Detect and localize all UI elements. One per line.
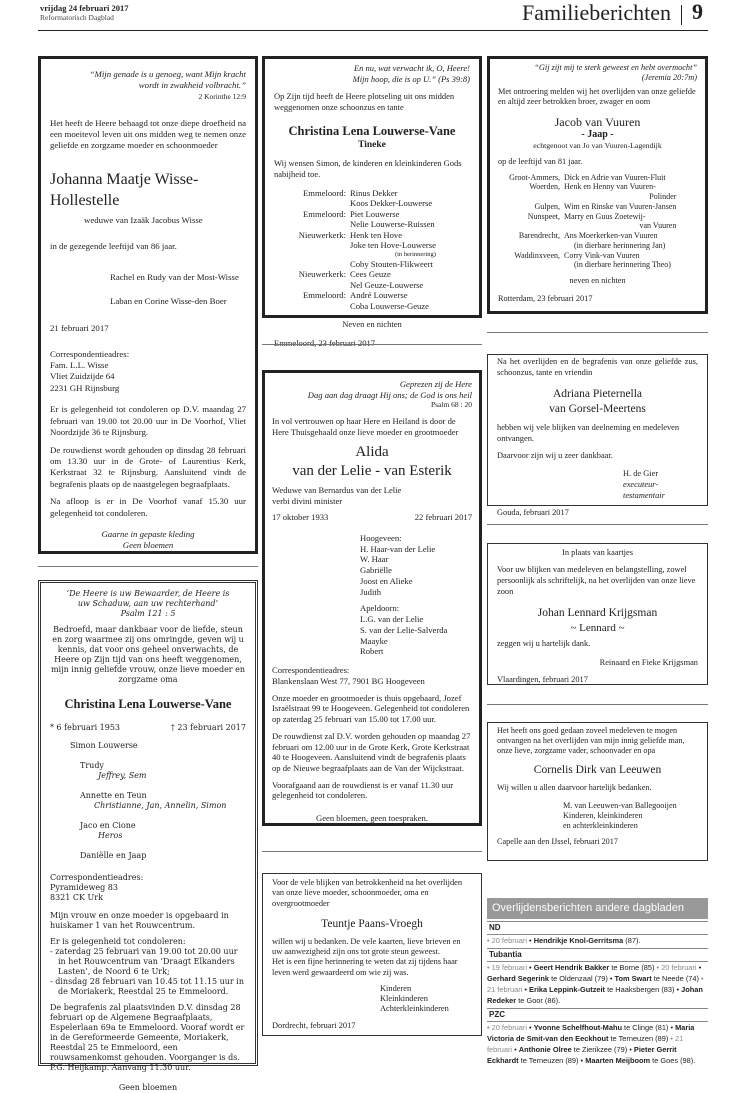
date-line: Dordrecht, februari 2017 xyxy=(272,1020,356,1030)
grandchildren: Jeffrey, Sem xyxy=(98,770,147,780)
deceased-name: Christina Lena Louwerse-Vane xyxy=(288,124,456,139)
spouse-line: echtgenoot van Jo van Vuuren-Lagendijk xyxy=(533,141,662,151)
newspaper-name: Reformatorisch Dagblad xyxy=(40,13,114,22)
obituary-van-der-lelie xyxy=(262,370,482,826)
thanks-text: Daarvoor zijn wij u zeer dankbaar. xyxy=(497,450,613,460)
wish-text: Wij wensen Simon, de kinderen en kleinkinderen Gods nabijheid toe. xyxy=(274,157,462,179)
date-line: Vlaardingen, februari 2017 xyxy=(497,674,588,684)
signature-line: M. van Leeuwen-van Ballegooijen xyxy=(563,801,677,811)
column-separator xyxy=(38,566,258,567)
condolence-item: - dinsdag 28 februari van 10.45 tot 11.15 uur in de Moriakerk, Reestdal 25 te Emmeloord. xyxy=(50,976,244,996)
family-member: Robert xyxy=(360,646,384,657)
child-name: Jaco en Cione xyxy=(80,820,136,830)
address-line: 8321 CK Urk xyxy=(50,892,103,902)
bible-quote-line1: En nu, wat verwacht ik, O, Heere! xyxy=(353,63,470,73)
funeral-info: De begrafenis zal plaatsvinden D.V. dinsdag 28 februari op de Algemene Begraafplaats, Espelerlaan 69a te Emmeloord. Vooraf wordt er in de Gereformeerde Gemeente, Moriakerk, Reestdal 25 te Emmeloord, een rouwsamenkomst gehouden. Voorganger is ds. P.G. Heijkamp. Aanvang 11.30 uur. xyxy=(50,1002,245,1072)
age-line: in de gezegende leeftijd van 86 jaar. xyxy=(50,240,177,251)
family-line: Laban en Corine Wisse-den Boer xyxy=(110,295,227,306)
address-line: Fam. L.L. Wisse xyxy=(50,359,109,370)
condolence-label: Er is gelegenheid tot condoleren: xyxy=(50,936,186,946)
date-line: 21 februari 2017 xyxy=(50,323,109,334)
age-line: op de leeftijd van 81 jaar. xyxy=(498,156,583,166)
condolence-info: Er is gelegenheid tot condoleren op D.V. maandag 27 februari van 19.00 tot 20.00 uur in De Voorhof, Vliet Noordzijde 36 te Rijnsburg. xyxy=(50,404,246,438)
intro-text: Bedroefd, maar dankbaar voor de liefde, steun en zorg waarmee zij ons omringde, geven wij u kennis, dat voor ons geheel onverwachts, de Heere op Zijn tijd van ons heeft weggenomen, mijn innig geliefde vrouw, onze lieve moeder en zorgzame oma xyxy=(50,625,246,684)
intro-text: Na het overlijden en de begrafenis van onze geliefde zus, schoonzus, tante en vriendin xyxy=(497,357,698,377)
obituaries-header: Overlijdensberichten andere dagbladen xyxy=(487,898,708,919)
header-rule xyxy=(38,30,708,31)
correspondence-label: Correspondentieadres: xyxy=(50,348,130,359)
lying-in-state-info: Onze moeder en grootmoeder is thuis opgebaard, Jozef Israëlstraat 99 te Hoogeveen. Gelegenheid tot condoleren op zaterdag 25 februari van 15.00 tot 17.00 uur. xyxy=(272,692,470,725)
deceased-name: Teuntje Paans-Vroegh xyxy=(321,917,423,930)
extra-family: Neven en nichten xyxy=(342,319,402,330)
child-name: Trudy xyxy=(80,760,104,770)
date-line: Rotterdam, 23 februari 2017 xyxy=(498,293,593,303)
newspaper-label: PZC xyxy=(487,1008,708,1022)
nickname: - Jaap - xyxy=(581,129,614,141)
newspaper-label: ND xyxy=(487,921,708,935)
family-member: Maayke xyxy=(360,635,388,646)
date-line: Capelle aan den IJssel, februari 2017 xyxy=(497,836,618,846)
family-member: L.G. van der Lelie xyxy=(360,614,424,625)
lying-in-state-info: Mijn vrouw en onze moeder is opgebaard in huiskamer 1 van het Rouwcentrum. xyxy=(50,910,229,930)
deceased-name: Christina Lena Louwerse-Vane xyxy=(64,697,232,711)
widow-line: Weduwe van Bernardus van der Lelie xyxy=(272,484,402,495)
address-line: Pyramideweg 83 xyxy=(50,882,118,892)
life-dates xyxy=(50,723,246,733)
obituary-wisse xyxy=(38,56,258,554)
signature-line: Reinaard en Fieke Krijgsman xyxy=(599,657,698,667)
obituary-tineke xyxy=(262,56,482,330)
family-table: Emmeloord: Rinus Dekker Koos Dekker-Louwerse Emmeloord: Piet Louwerse Nelie Louwerse-Ruissen Nieuwerkerk: Henk ten Hove Joke ten Hove-Louwerse (in herinnering) Coby Stouten-Flikweert Nieuwerkerk: Cees Geuze Nel Geuze-Louwerse Emmeloord: André Louwerse Coba Louwerse-Geuze xyxy=(298,187,436,311)
death-date: 22 februari 2017 xyxy=(414,512,472,523)
birth-date: * 6 februari 1953 xyxy=(50,722,121,732)
nickname: Tineke xyxy=(358,140,386,151)
issue-date: vrijdag 24 februari 2017 xyxy=(40,3,129,13)
newspaper-label: Tubantia xyxy=(487,948,708,962)
intro-text: Voor de vele blijken van betrokkenheid na het overlijden van onze lieve moeder, schoonmoeder, oma en overgrootmoeder xyxy=(272,878,463,908)
closing-line: Geen bloemen xyxy=(122,540,174,551)
family-member: S. van der Lelie-Salverda xyxy=(360,624,448,635)
thanks-text: Het is een fijne herinnering te weten dat zij tijdens haar leven werd gewaardeerd om wie zij was. xyxy=(272,957,458,977)
deceased-last-name: van der Lelie - van Esterik xyxy=(292,463,452,480)
family-member: W. Haar xyxy=(360,554,389,565)
intro-text: Met ontroering melden wij het overlijden van onze geliefde en altijd zeer betrokken broer, zwager en oom xyxy=(498,86,696,106)
bible-reference: Psalm 121 : 5 xyxy=(120,609,176,618)
intro-text: Het heeft de Heere behaagd tot onze diepe droefheid na een moeitevol leven uit ons midden weg te nemen onze geliefde en zorgzame moeder en schoonmoeder xyxy=(50,117,246,151)
intro-text: In vol vertrouwen op haar Here en Heiland is door de Here Thuisgehaald onze lieve moeder en grootmoeder xyxy=(272,415,459,437)
service-info: De rouwdienst zal D.V. worden gehouden op maandag 27 februari om 12.00 uur in de Grote Kerk, Grote Kerkstraat 40 te Hoogeveen. Aansluitend vindt de begrafenis plaats op de Nieuwe begraafplaats aan de Van der Wijckstraat. xyxy=(272,730,471,773)
condolence-info: Voorafgaand aan de rouwdienst is er vanaf 11.30 uur gelegenheid tot condoleren. xyxy=(272,779,454,801)
signature-line: Kinderen, kleinkinderen xyxy=(563,811,643,821)
column-separator xyxy=(262,344,482,345)
intro-text: Op Zijn tijd heeft de Heere plotseling uit ons midden weggenomen onze schoonzus en tante xyxy=(274,91,455,113)
deceased-name: Jacob van Vuuren xyxy=(554,114,641,129)
bible-reference: (Jeremia 20:7m) xyxy=(641,72,697,82)
family-member: Gabriëlle xyxy=(360,565,392,576)
thanks-text: willen wij u bedanken. De vele kaarten, lieve brieven en uw aanwezigheid zijn ons tot grote steun geweest. xyxy=(272,936,461,957)
header-divider xyxy=(681,5,682,25)
closing-line: Geen bloemen xyxy=(118,1082,178,1092)
family-hoogeveen xyxy=(272,533,472,657)
extra-family: neven en nichten xyxy=(569,276,626,285)
family-member: Joost en Alieke xyxy=(360,575,413,586)
signature-line: Kinderen xyxy=(380,983,412,993)
deceased-name: Johan Lennard Krijgsman xyxy=(537,606,658,619)
signature-role: executeur-testamentair xyxy=(623,480,665,501)
thanks-paans-vroegh xyxy=(262,873,482,1036)
bible-reference: 2 Korinthe 12:9 xyxy=(198,91,246,101)
afterwards-info: Na afloop is er in De Voorhof vanaf 15.30 uur gelegenheid tot condoleren. xyxy=(50,496,246,518)
grandchildren: Heros xyxy=(98,830,123,840)
widow-line: weduwe van Izaäk Jacobus Wisse xyxy=(84,215,203,226)
bible-quote-line1: ‘De Heere is uw Bewaarder, de Heere is xyxy=(66,589,230,598)
nickname: ~ Lennard ~ xyxy=(570,621,625,634)
bible-quote-line1: Geprezen zij de Here xyxy=(399,379,472,389)
address-line: 2231 GH Rijnsburg xyxy=(50,382,120,393)
closing-line: Geen bloemen, geen toespraken. xyxy=(316,813,428,824)
thanks-krijgsman xyxy=(487,543,708,685)
bible-quote-line2: wordt in zwakheid volbracht.” xyxy=(138,80,246,91)
family-place: Apeldoorn: xyxy=(360,603,400,614)
intro-text: Het heeft ons goed gedaan zoveel medeleven te mogen ontvangen na het overlijden van mijn innig geliefde man, onze lieve, zorgzame vader, schoonvader en opa xyxy=(497,726,685,755)
address-line: Blankenslaan West 77, 7901 BG Hoogeveen xyxy=(272,675,425,686)
intro-text: Voor uw blijken van medeleven en belangstelling, zowel persoonlijk als schriftelijk, na het overlijden van onze lieve zoon xyxy=(497,564,696,596)
signature-line: Kleinkinderen xyxy=(380,994,428,1004)
service-info: De rouwdienst wordt gehouden op dinsdag 28 februari om 13.30 uur in de Grote- of Laurentius Kerk, Kerkstraat 32 te Rijnsburg. Aansluitend vindt de begrafenis plaats op de naastgelegen begraafplaats. xyxy=(50,444,246,489)
column-separator xyxy=(487,524,708,525)
bible-quote-line1: “Mijn genade is u genoeg, want Mijn kracht xyxy=(89,69,246,79)
date-line: Gouda, februari 2017 xyxy=(497,508,569,518)
deceased-name-line2: van Gorsel-Meertens xyxy=(549,402,646,415)
bible-reference: Psalm 68 : 20 xyxy=(430,400,472,410)
thanks-van-gorsel xyxy=(487,354,708,518)
child-name: Annette en Teun xyxy=(80,790,147,800)
closing-line: Gaarne in gepaste kleding xyxy=(101,529,195,540)
thanks-text: Wij willen u allen daarvoor hartelijk bedanken. xyxy=(497,783,652,793)
thanks-text: zeggen wij u hartelijk dank. xyxy=(497,638,591,648)
bible-quote-line2: Dag aan dag draagt Hij ons; de God is ons heil xyxy=(307,389,472,400)
column-separator xyxy=(262,851,482,852)
bible-quote-line2: uw Schaduw, aan uw rechterhand’ xyxy=(77,599,219,608)
life-dates xyxy=(272,512,472,523)
family-member: Judith xyxy=(360,586,382,597)
obituary-louwerse-vane-family xyxy=(38,580,258,1092)
husband-name: Simon Louwerse xyxy=(70,740,138,750)
section-title: Familieberichten xyxy=(522,0,672,25)
deceased-name: Cornelis Dirk van Leeuwen xyxy=(533,763,662,776)
signature-line: Achterkleinkinderen xyxy=(380,1004,449,1014)
bible-quote-line2: Mijn hoop, die is op U.” (Ps 39:8) xyxy=(352,74,470,85)
column-separator xyxy=(487,704,708,705)
correspondence-label: Correspondentieadres: xyxy=(50,872,144,882)
birth-date: 17 oktober 1933 xyxy=(272,512,329,523)
bible-quote-line1: “Gij zijt mij te sterk geweest en hebt overmocht” xyxy=(534,63,697,72)
widow-title: verbi divini minister xyxy=(272,495,343,506)
family-place: Hoogeveen: xyxy=(360,533,402,544)
obituary-entry: • 19 februari • Geert Hendrik Bakker te Borne (85) • 20 februari • Gerhard Segerink te Oldenzaal (79) • Tom Swart te Neede (74) • 21 februari • Erika Leppink-Gutzeit te Haaksbergen (83) • Johan Redeker te Goor (86). xyxy=(487,962,704,1005)
signature-line: en achterkleinkinderen xyxy=(563,820,638,830)
deceased-name: Johanna Maatje Wisse-Hollestelle xyxy=(50,170,199,209)
thanks-text: hebben wij vele blijken van deelneming en medeleven ontvangen. xyxy=(497,422,680,443)
deceased-name-line1: Adriana Pieternella xyxy=(552,387,643,400)
obituary-entry: • 20 februari • Yvonne Schelfhout-Mahu te Clinge (81) • Maria Victoria de Smit-van den Eeckhout te Terneuzen (89) • 21 februari • Anthonie Olree te Zierikzee (79) • Pieter Gerrit Eckhardt te Terneuzen (89) • Maarten Meijboom te Goes (98). xyxy=(487,1023,696,1066)
deceased-first-name: Alida xyxy=(355,444,389,461)
obituary-van-vuuren xyxy=(487,56,708,314)
family-line: Rachel en Rudy van der Most-Wisse xyxy=(110,272,239,283)
obituary-entry: • 20 februari • Hendrikje Knol-Gerritsma (87). xyxy=(487,935,641,945)
column-separator xyxy=(487,332,708,333)
child-name: Daniëlle en Jaap xyxy=(80,850,147,860)
correspondence-label: Correspondentieadres: xyxy=(272,665,350,676)
family-member: H. Haar-van der Lelie xyxy=(360,543,436,554)
grandchildren: Christianne, Jan, Annelin, Simon xyxy=(94,800,227,810)
signature-name: H. de Gier xyxy=(623,469,659,479)
address-line: Vliet Zuidzijde 64 xyxy=(50,371,115,382)
thanks-van-leeuwen xyxy=(487,722,708,861)
other-newspapers-obituaries xyxy=(487,898,708,1066)
condolence-item: - zaterdag 25 februari van 19.00 tot 20.00 uur in het Rouwcentrum van ‘Draagt Elkanders Lasten’, de Noord 6 te Urk; xyxy=(50,946,238,976)
death-date: † 23 februari 2017 xyxy=(170,722,246,732)
card-label: In plaats van kaartjes xyxy=(562,548,633,557)
page-number: 9 xyxy=(692,0,703,24)
family-table: Groot-Ammers, Dick en Adrie van Vuuren-Fluit Woerden, Henk en Henny van Vuuren- Polinder Gulpen, Wim en Rinske van Vuuren-Jansen Nunspeet, Marry en Guus Zoetewij- van Vuuren Barendrecht, Ans Moerkerken-van Vuuren (in dierbare herinnering Jan) Waddinxveen, Corry Vink-van Vuuren (in dierbare herinnering Theo) xyxy=(509,172,677,270)
